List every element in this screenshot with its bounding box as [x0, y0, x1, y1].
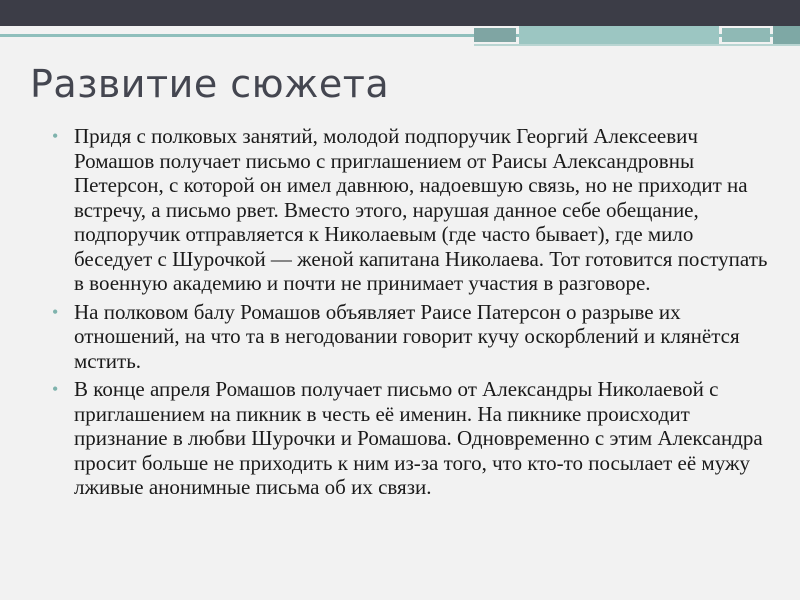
list-item	[52, 300, 768, 374]
stripe-line-accent	[474, 44, 800, 46]
slide-title: Развитие сюжета	[30, 62, 390, 106]
paragraph-text: На полковом балу Ромашов объявляет Раисе Патерсон о разрыве их отношений, на что та в негодовании говорит кучу оскорблений и клянётся мстить.	[74, 299, 740, 373]
list-item	[52, 124, 768, 296]
stripe-block	[519, 26, 719, 44]
bullet-icon: •	[52, 301, 59, 322]
stripe-block	[474, 28, 516, 42]
header-bar	[0, 0, 800, 26]
decorative-stripe	[0, 26, 800, 44]
stripe-block	[773, 26, 800, 44]
bullet-icon: •	[52, 126, 59, 146]
paragraph-text: В конце апреля Ромашов получает письмо от Александры Николаевой с приглашением на пикник в честь её именин. На пикнике происходит признание в любви Шурочки и Ромашова. Одновременно с этим Александра просит больше не приходить к ним из-за того, что кто-то посылает её мужу лживые анонимные письма об их связи.	[74, 377, 763, 499]
stripe-block	[722, 28, 770, 42]
bullet-icon: •	[52, 379, 59, 399]
bullet-list	[52, 124, 768, 504]
list-item	[52, 377, 768, 500]
paragraph-text: Придя с полковых занятий, молодой подпоручик Георгий Алексеевич Ромашов получает письмо с приглашением от Раисы Александровны Петерсон, с которой он имел давнюю, надоевшую связь, но не приходит на встречу, а письмо рвет. Вместо этого, нарушая данное себе обещание, подпоручик отправляется к Николаевым (где часто бывает), где мило беседует с Шурочкой — женой капитана Николаева. Тот готовится поступать в военную академию и почти не принимает участия в разговоре.	[74, 124, 768, 295]
